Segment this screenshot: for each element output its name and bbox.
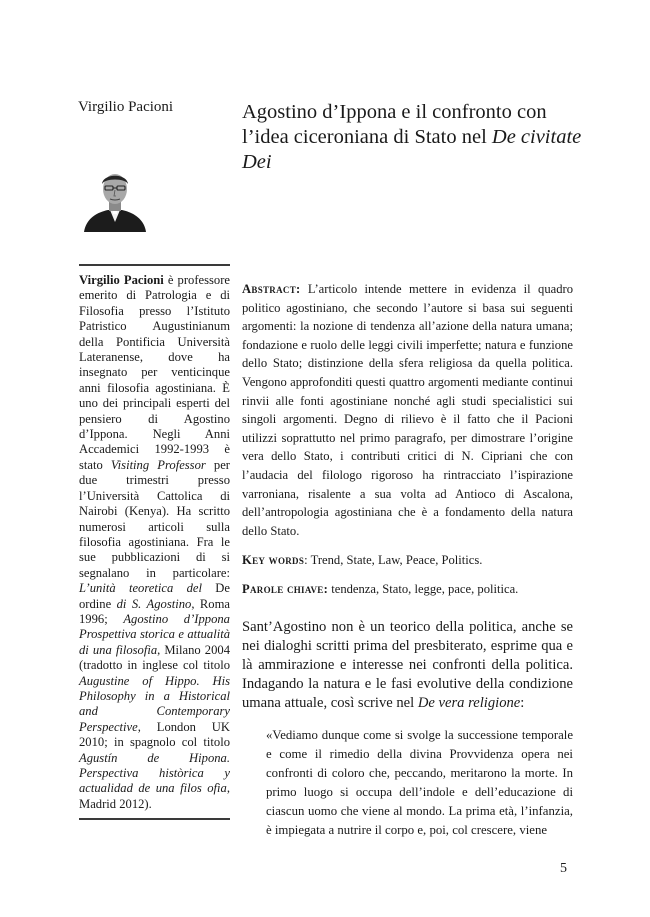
title-text: Agostino d’Ippona e il confronto con l’idea ciceroniana di Stato nel: [242, 101, 547, 148]
bio-italic: di S. Agostino: [116, 596, 192, 611]
body-paragraph: [242, 618, 573, 713]
bio-text: , Roma 1996;: [79, 596, 230, 626]
bio-text: De ordine: [79, 581, 230, 611]
parole-chiave: [242, 580, 573, 598]
body-text: Sant’Agostino non è un teorico della politica, anche se nei dialoghi scritti prima del presbiterato, esprime qua e là ammirazione e interesse nei confronti della politica. Indagando la natura e le fasi evolutive della condizione umana attuale, così scrive nel: [242, 619, 573, 712]
bio-italic: Visiting Professor: [110, 457, 206, 472]
author-bio: [79, 273, 230, 812]
bio-top-rule: [79, 264, 230, 266]
bio-bottom-rule: [79, 818, 230, 820]
parole-label: Parole chiave:: [242, 582, 329, 597]
author-portrait: [80, 170, 150, 232]
body-end: :: [520, 695, 525, 712]
page-number: 5: [560, 861, 567, 876]
bio-italic: Augustine of Hippo. His Philosophy in a Historical and Contemporary Perspective: [79, 673, 230, 734]
abstract: [242, 280, 573, 540]
bio-text: , Madrid 2012).: [79, 781, 230, 811]
author-bio-box: [79, 264, 230, 820]
bio-text: è professore emerito di Patrologia e di Filosofia presso l’Istituto Patristico Augustinianum della Pontificia Università Lateranense, dove ha insegnato per venticinque anni filosofia agostiniana. È uno dei principali esperti del pensiero di Agostino d’Ippona. Negli Anni Accademici 1992-1993 è stato: [79, 273, 230, 472]
bio-name: Virgilio Pacioni: [79, 273, 164, 287]
keywords: [242, 551, 573, 569]
bio-text: , Milano 2004 (tradotto in inglese col titolo: [79, 642, 230, 673]
abstract-label: Abstract:: [242, 282, 301, 296]
abstract-text: L’articolo intende mettere in evidenza il quadro politico agostiniano, che secondo l’autore si basa sui seguenti argomenti: la nozione di tendenza all’azione della natura umana; fondazione e ruolo delle leggi civili imperfette; natura e funzione dello Stato; distinzione della sfera religiosa da quella politica. Vengono approfonditi questi quattro argomenti mediante continui rinvii alle fonti agostiniane nonché agli studi specialistici sui singoli argomenti. Degno di rilievo è il fatto che il Pacioni utilizzi soprattutto nel primo paragrafo, per dimostrare l’origine vera dello Stato, i contributi critici di N. Cipriani che con l’audacia del filologo rigoroso ha rintracciato l’ispirazione varroniana, risalente a sua volta ad Antioco di Ascalona, dell’antropologia agostiniana che è a fondamento della natura dello Stato.: [242, 282, 573, 538]
bio-italic: Agostino d’Ippona Prospettiva storica e attualità di una filosofia: [79, 611, 230, 657]
parole-text: tendenza, Stato, legge, pace, politica.: [328, 582, 519, 597]
portrait-icon: [80, 170, 150, 232]
keywords-text: : Trend, State, Law, Peace, Politics.: [304, 553, 483, 568]
header-author: Virgilio Pacioni: [78, 99, 174, 115]
bio-italic: Agustín de Hipona. Perspectiva històrica y actualidad de una filos ofìa: [79, 750, 230, 796]
body-italic: De vera religione: [417, 695, 521, 712]
block-quote: «Vediamo dunque come si svolge la successione temporale e come il rimedio della divina Provvidenza opera nei confronti di coloro che, peccando, meritarono la morte. In primo luogo si occupa dell’indole e dell’educazione di ciascun uomo che viene al mondo. La prima età, l’infanzia, è impiegata a nutrire il corpo e, poi, col crescere, viene: [266, 728, 573, 838]
article-title: [242, 100, 582, 175]
bio-text: per due trimestri presso l’Università Cattolica di Nairobi (Kenya). Ha scritto numerosi articoli sulla filosofia agostiniana. Fra le sue pubblicazioni di si segnalano in particolare:: [79, 457, 230, 580]
bio-italic: L’unità teoretica del: [79, 581, 202, 596]
keywords-label: Key words: [242, 553, 305, 568]
bio-text: , London UK 2010; in spagnolo col titolo: [79, 719, 230, 750]
title-italic: De civitate Dei: [242, 126, 582, 173]
main-column: [242, 280, 573, 840]
